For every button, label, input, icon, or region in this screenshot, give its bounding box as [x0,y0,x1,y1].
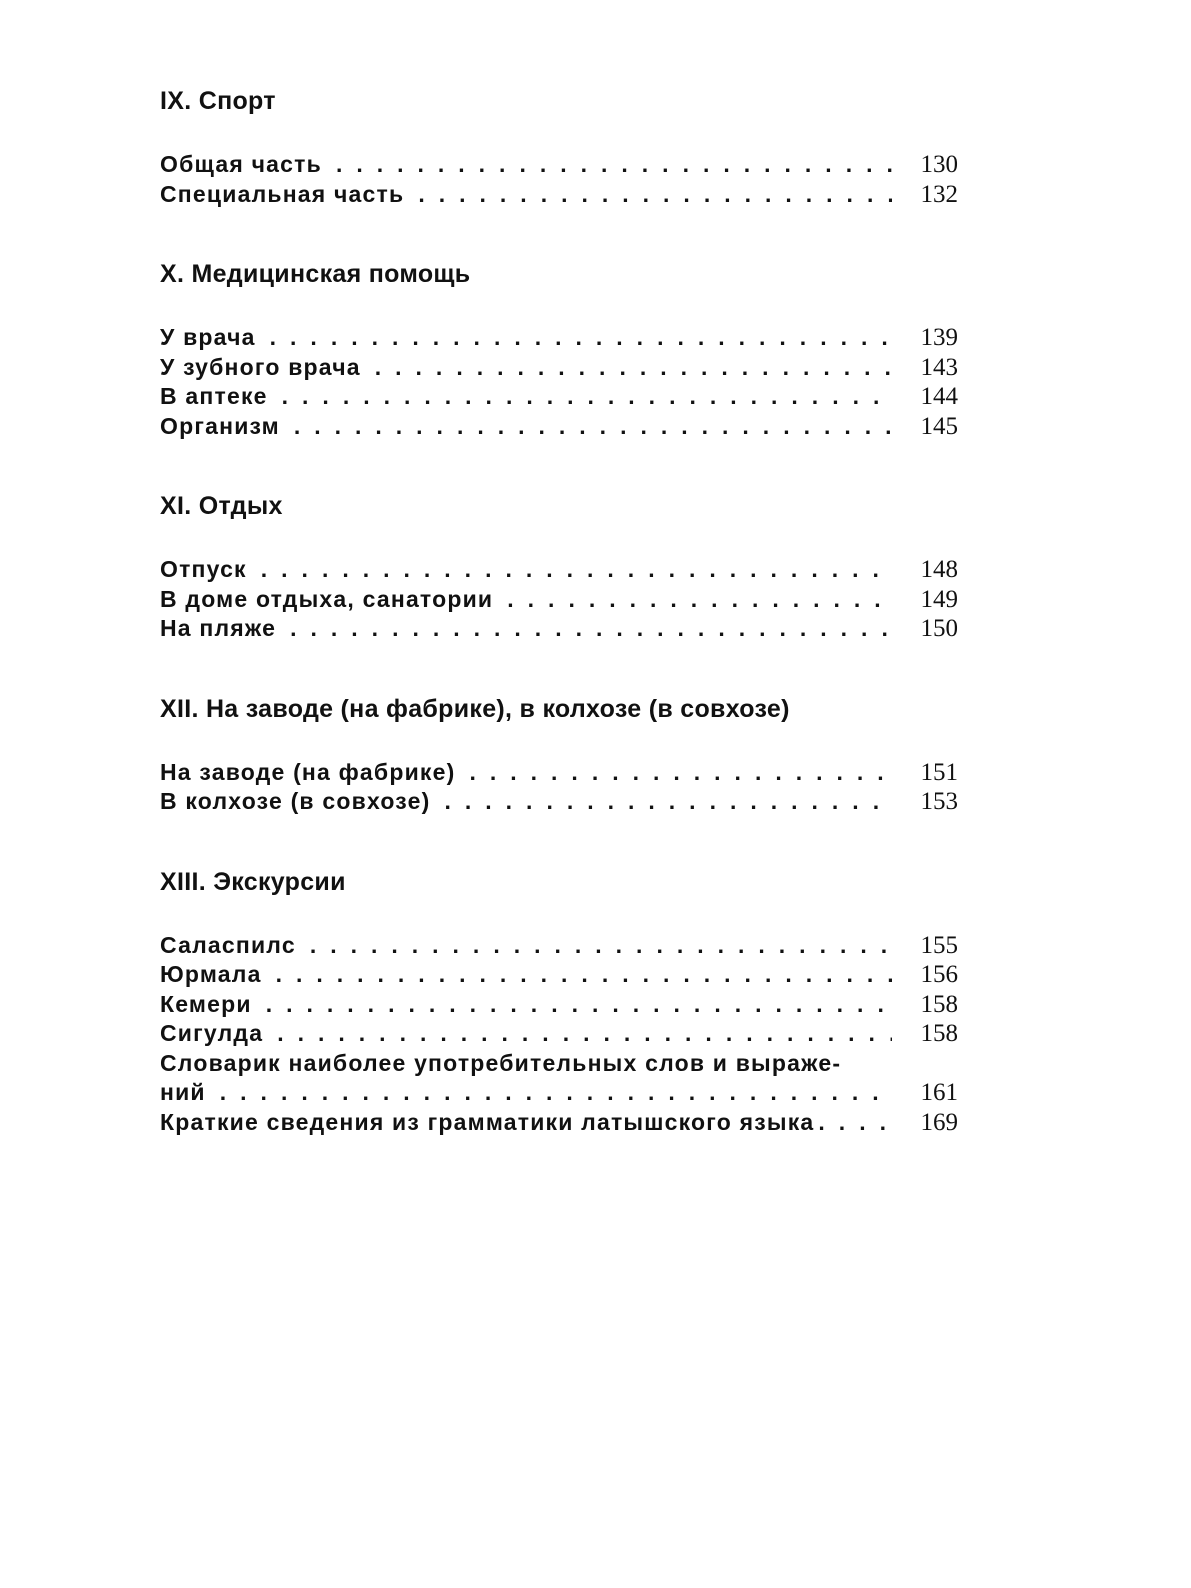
section-excursions [160,867,958,1138]
entry-page-number: 132 [920,180,958,208]
entry-page-number: 153 [920,788,958,815]
dot-leader [277,1019,892,1049]
dot-leader [818,1108,898,1138]
entry-page-number: 139 [920,324,958,351]
entry-label: На заводе (на фабрике) [160,758,456,785]
section-title: XII. На заводе (на фабрике), в колхозе (в совхозе) [160,694,790,723]
entry-label: Сигулда [160,1020,264,1046]
dot-leader [290,614,892,644]
entry-label: В колхозе (в совхозе) [160,788,431,814]
entry-label: Саласпилс [160,931,296,958]
dot-leader [418,180,892,210]
toc-entry [160,614,958,644]
entry-label: Кемери [160,990,252,1017]
entry-label: Организм [160,412,280,439]
dot-leader [310,931,892,961]
section-sport [160,86,958,209]
entry-label: Специальная часть [160,180,405,207]
entry-page-number: 151 [920,758,958,786]
entry-page-number: 149 [920,585,958,613]
toc-entry [160,990,958,1020]
entry-label: У врача [160,324,256,350]
entry-label: Общая часть [160,151,322,177]
toc-entry-grammar [160,1108,958,1138]
entry-second-line [160,1078,958,1108]
entry-page-number: 143 [920,353,958,381]
section-factory [160,694,958,817]
section-medical [160,259,958,441]
toc-entry [160,382,958,412]
section-title: XIII. Экскурсии [160,867,346,896]
table-of-contents [160,86,958,1187]
dot-leader [261,555,892,585]
entry-page-number: 130 [920,151,958,178]
dot-leader [507,585,892,615]
entry-page-number: 148 [920,556,958,583]
entry-label: Юрмала [160,961,262,987]
entry-label: В доме отдыха, санатории [160,585,494,612]
section-title: IX. Спорт [160,87,276,115]
entry-label: У зубного врача [160,353,361,380]
toc-entry [160,1019,958,1049]
entry-page-number: 156 [920,961,958,988]
entry-page-number: 158 [920,1020,958,1047]
entry-label-line2: ний [160,1079,206,1105]
dot-leader [294,412,892,442]
toc-entry [160,555,958,585]
toc-entry [160,585,958,615]
entry-label: На пляже [160,615,277,641]
entry-page-number: 150 [920,615,958,642]
toc-entry [160,323,958,353]
entry-label: Краткие сведения из грамматики латышского языка [160,1108,815,1135]
entry-label: В аптеке [160,383,268,409]
toc-entry [160,353,958,383]
dot-leader [220,1078,892,1108]
dot-leader [282,382,892,412]
toc-entry [160,150,958,180]
entry-page-number: 144 [920,383,958,410]
toc-entry [160,931,958,961]
entry-label: Отпуск [160,556,247,582]
entry-page-number: 145 [920,412,958,440]
entry-label-line1: Словарик наиболее употребительных слов и выраже- [160,1049,842,1076]
dot-leader [266,990,892,1020]
toc-entry-dictionary [160,1049,958,1108]
entry-page-number: 161 [920,1079,958,1106]
dot-leader [375,353,892,383]
dot-leader [336,150,892,180]
toc-entry [160,960,958,990]
toc-entry [160,787,958,817]
dot-leader [445,787,893,817]
entry-page-number: 155 [920,931,958,959]
entry-page-number: 169 [920,1108,958,1136]
section-title: XI. Отдых [160,492,283,520]
toc-entry [160,758,958,788]
dot-leader [270,323,892,353]
section-title: X. Медицинская помощь [160,260,471,288]
dot-leader [469,758,892,788]
section-rest [160,491,958,644]
toc-entry [160,412,958,442]
toc-entry [160,180,958,210]
entry-page-number: 158 [920,990,958,1018]
dot-leader [276,960,892,990]
